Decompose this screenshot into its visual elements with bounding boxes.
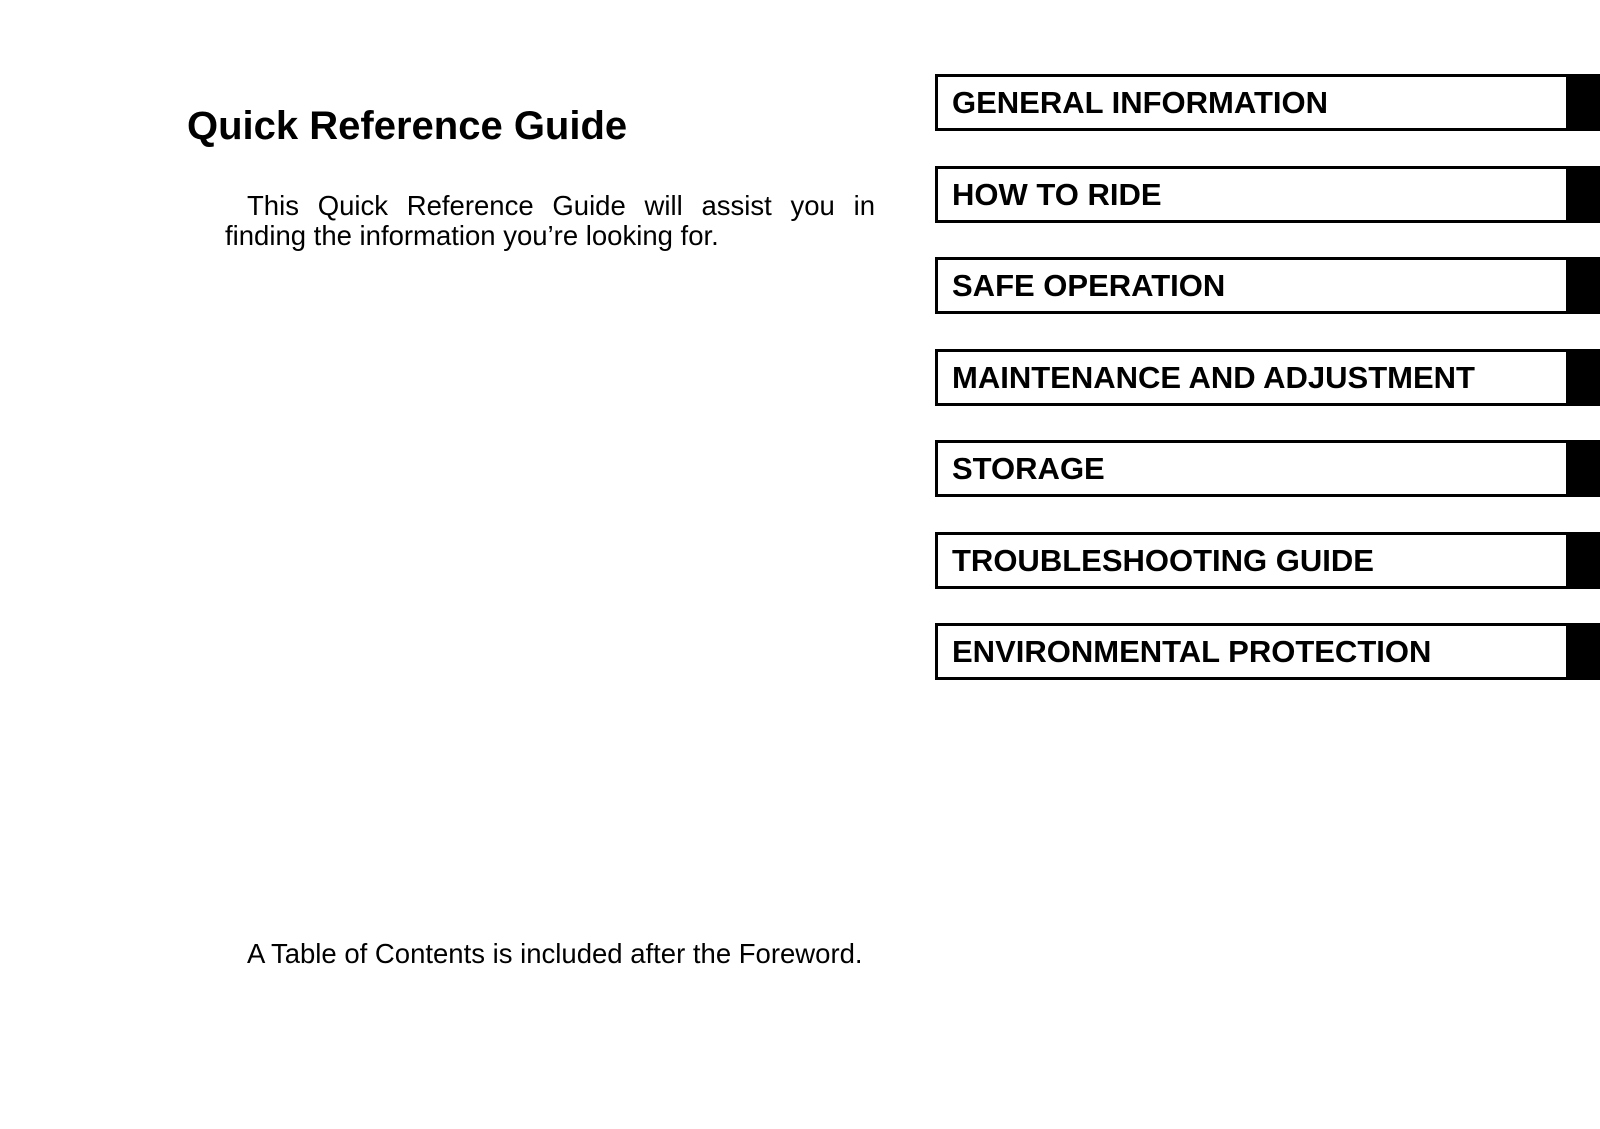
section-tab-storage[interactable] [935, 440, 1600, 497]
tab-edge-marker [1566, 166, 1600, 223]
section-tab-environmental-protection[interactable] [935, 623, 1600, 680]
section-tab-label: MAINTENANCE AND ADJUSTMENT [952, 359, 1475, 395]
tab-edge-marker [1566, 349, 1600, 406]
section-tab-safe-operation[interactable] [935, 257, 1600, 314]
section-tab-general-information[interactable] [935, 74, 1600, 131]
section-tab-label: GENERAL INFORMATION [952, 85, 1329, 120]
intro-paragraph: This Quick Reference Guide will assist you in finding the information you’re looking for. [225, 190, 875, 251]
section-tab-label: SAFE OPERATION [952, 268, 1226, 303]
tab-edge-marker [1566, 74, 1600, 131]
tab-edge-marker [1566, 623, 1600, 680]
section-tab-label: ENVIRONMENTAL PROTECTION [952, 634, 1432, 669]
section-tab-label: STORAGE [952, 451, 1105, 486]
section-tabs [935, 74, 1600, 715]
section-tab-label: TROUBLESHOOTING GUIDE [952, 542, 1374, 578]
page-title: Quick Reference Guide [187, 104, 628, 148]
section-tab-label: HOW TO RIDE [952, 176, 1162, 212]
section-tab-troubleshooting-guide[interactable] [935, 532, 1600, 589]
tab-edge-marker [1566, 257, 1600, 314]
section-tab-how-to-ride[interactable] [935, 166, 1600, 223]
tab-edge-marker [1566, 532, 1600, 589]
table-of-contents-note: A Table of Contents is included after the Foreword. [247, 938, 863, 969]
tab-edge-marker [1566, 440, 1600, 497]
section-tab-maintenance-and-adjustment[interactable] [935, 349, 1600, 406]
